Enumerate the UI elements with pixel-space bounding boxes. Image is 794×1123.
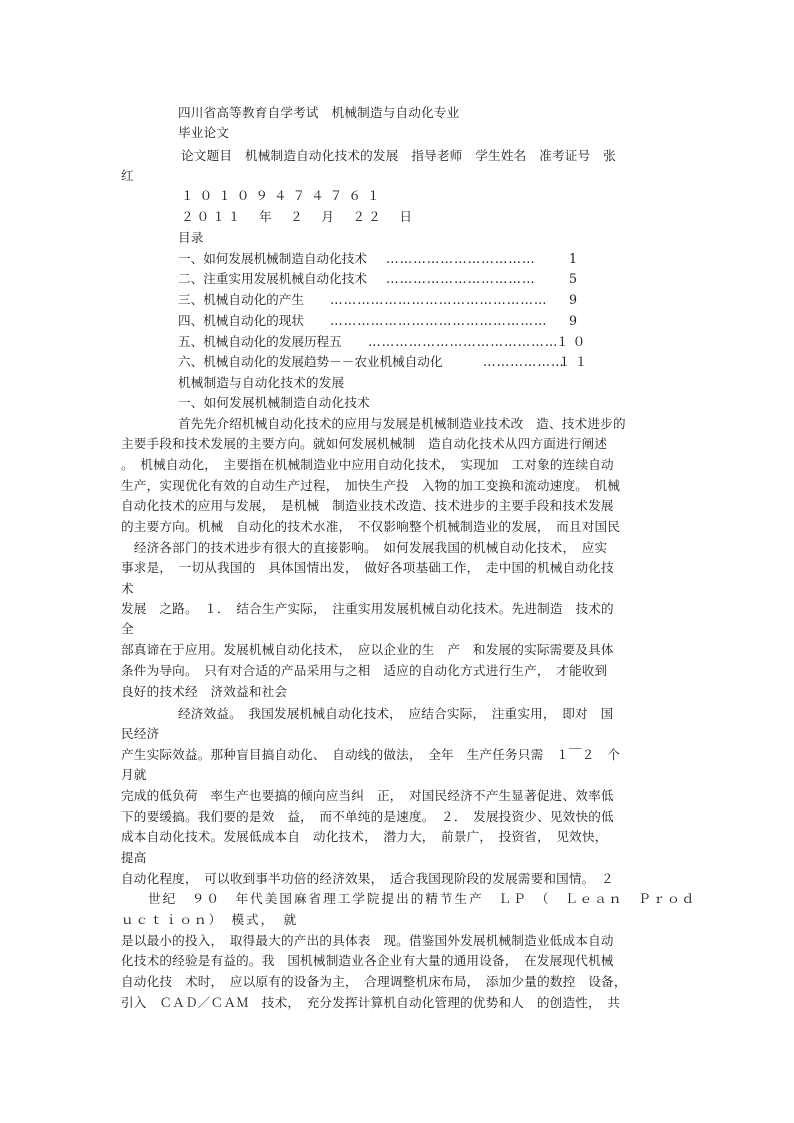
toc-title: 目录 (178, 230, 204, 245)
paragraph-line: 事求是， 一切从我国的 具体国情出发， 做好各项基础工作， 走中国的机械自动化技 (121, 560, 614, 575)
paragraph-line: 部真谛在于应用。发展机械自动化技术， 应以企业的生 产 和发展的实际需要及具体 (121, 642, 614, 657)
paragraph-line: 成本自动化技术。发展低成本自 动化技术， 潜力大， 前景广， 投资省， 见效快， (121, 829, 608, 844)
paragraph-line: 。 机械自动化， 主要指在机械制造业中应用自动化技术， 实现加 工对象的连续自动 (121, 457, 614, 472)
toc-item[interactable] (178, 290, 578, 310)
paragraph-line: 经济各部门的技术进步有很大的直接影响。 如何发展我国的机械自动化技术， 应实 (121, 540, 608, 555)
paragraph-line: 术 (121, 581, 134, 596)
toc-item-label: 三、机械自动化的产生 (178, 292, 304, 307)
thesis-label: 毕业论文 (178, 125, 230, 140)
paragraph-line: 首先先介绍机械自动化技术的应用与发展是机械制造业技术改 造、技术进步的 (178, 416, 626, 431)
paragraph-line: 的主要方向。机械 自动化的技术水准， 不仅影响整个机械制造业的发展， 而且对国民 (121, 519, 621, 534)
toc-item-leader: …………………………………… (368, 334, 559, 349)
toc-item-page: 1 (569, 251, 578, 266)
toc-item-page: 9 (569, 292, 578, 307)
paragraph-line: 自动化技 术时， 应以原有的设备为主， 合理调整机床布局， 添加少量的数控 设备， (121, 974, 627, 989)
paragraph-line: ｕｃｔｉｏｎ） 模式， 就 (121, 912, 299, 927)
paragraph-line: 完成的低负荷 率生产也要搞的倾向应当纠 正， 对国民经济不产生显著促进、效率低 (121, 788, 614, 803)
paragraph-line: 经济效益。 我国发展机械自动化技术， 应结合实际， 注重实用， 即对 国 (178, 706, 614, 721)
toc-item[interactable] (178, 352, 592, 372)
paragraph-line: 主要手段和技术发展的主要方向。就如何发展机械制 造自动化技术从四方面进行阐述 (121, 436, 608, 451)
thesis-info: 论文题目 机械制造自动化技术的发展 指导老师 学生姓名 准考证号 张 (181, 148, 616, 163)
paragraph-line: 化技术的经验是有益的。我 国机械制造业各企业有大量的通用设备， 在发展现代机械 (121, 953, 614, 968)
paragraph-line: 自动化程度， 可以收到事半功倍的经济效果， 适合我国现阶段的发展需要和国情。 ２ (121, 871, 614, 886)
paragraph-line: 提高 (121, 850, 147, 865)
paragraph-line: 是以最小的投入， 取得最大的产出的具体表 现。借鉴国外发展机械制造业低成本自动 (121, 933, 614, 948)
toc-item-label: 六、机械自动化的发展趋势－－农业机械自动化 (178, 354, 443, 369)
paragraph-line: 月就 (121, 767, 147, 782)
toc-item-label: 四、机械自动化的现状 (178, 313, 304, 328)
toc-item[interactable] (178, 269, 578, 289)
paragraph-line: 全 (121, 621, 134, 636)
toc-item-label: 二、注重实用发展机械自动化技术 (178, 271, 367, 286)
article-title: 机械制造与自动化技术的发展 (178, 375, 345, 390)
toc-item-label: 五、机械自动化的发展历程五 (178, 334, 342, 349)
paragraph-line: 产生实际效益。那种盲目搞自动化、 自动线的做法， 全年 生产任务只需 １￣２ 个 (121, 747, 621, 762)
toc-item-leader: …………………………… (386, 251, 536, 266)
exam-header: 四川省高等教育自学考试 机械制造与自动化专业 (178, 105, 460, 120)
toc-item-page: 5 (569, 271, 578, 286)
toc-item[interactable] (178, 332, 590, 352)
toc-item-leader: …………………………… (386, 271, 536, 286)
paragraph-line: 条件为导向。 只有对合适的产品采用与之相 适应的自动化方式进行生产， 才能收到 (121, 663, 608, 678)
paragraph-line: 世纪 ９０ 年代美国麻省理工学院提出的精节生产 ＬＰ （ Ｌｅａｎ Ｐｒｏｄ (148, 891, 697, 906)
student-name-tail: 红 (121, 168, 134, 183)
toc-item-leader: ………………………………………… (330, 292, 548, 307)
toc-item-page: １０ (556, 334, 590, 349)
paragraph-line: 下的要缓搞。我们要的是效 益， 而不单纯的是速度。 ２． 发展投资少、见效快的低 (121, 809, 614, 824)
paragraph-line: 引入 ＣＡＤ／ＣＡＭ 技术， 充分发挥计算机自动化管理的优势和人 的创造性， 共 (121, 995, 621, 1010)
toc-item-page: 9 (569, 313, 578, 328)
toc-item-page: １１ (558, 354, 592, 369)
toc-item[interactable] (178, 249, 578, 269)
paragraph-line: 民经济 (121, 726, 160, 741)
paragraph-line: 发展 之路。 １． 结合生产实际， 注重实用发展机械自动化技术。先进制造 技术的 (121, 601, 614, 616)
paragraph-line: 自动化技术的应用与发展， 是机械 制造业技术改造、技术进步的主要手段和技术发展 (121, 498, 614, 513)
toc-item-leader: ………………………………………… (330, 313, 548, 328)
exam-id: １０１０９４７４７６１ (181, 188, 386, 203)
paragraph-line: 生产，实现优化有效的自动生产过程， 加快生产投 入物的加工变换和流动速度。 机械 (121, 478, 621, 493)
submission-date: ２０１１ 年 ２ 月 ２２ 日 (181, 209, 415, 224)
toc-item-leader: ……………… (483, 354, 565, 369)
paragraph-line: 良好的技术经 济效益和社会 (121, 684, 288, 699)
toc-item[interactable] (178, 311, 578, 331)
toc-item-label: 一、如何发展机械制造自动化技术 (178, 251, 367, 266)
section-heading: 一、如何发展机械制造自动化技术 (178, 395, 370, 410)
